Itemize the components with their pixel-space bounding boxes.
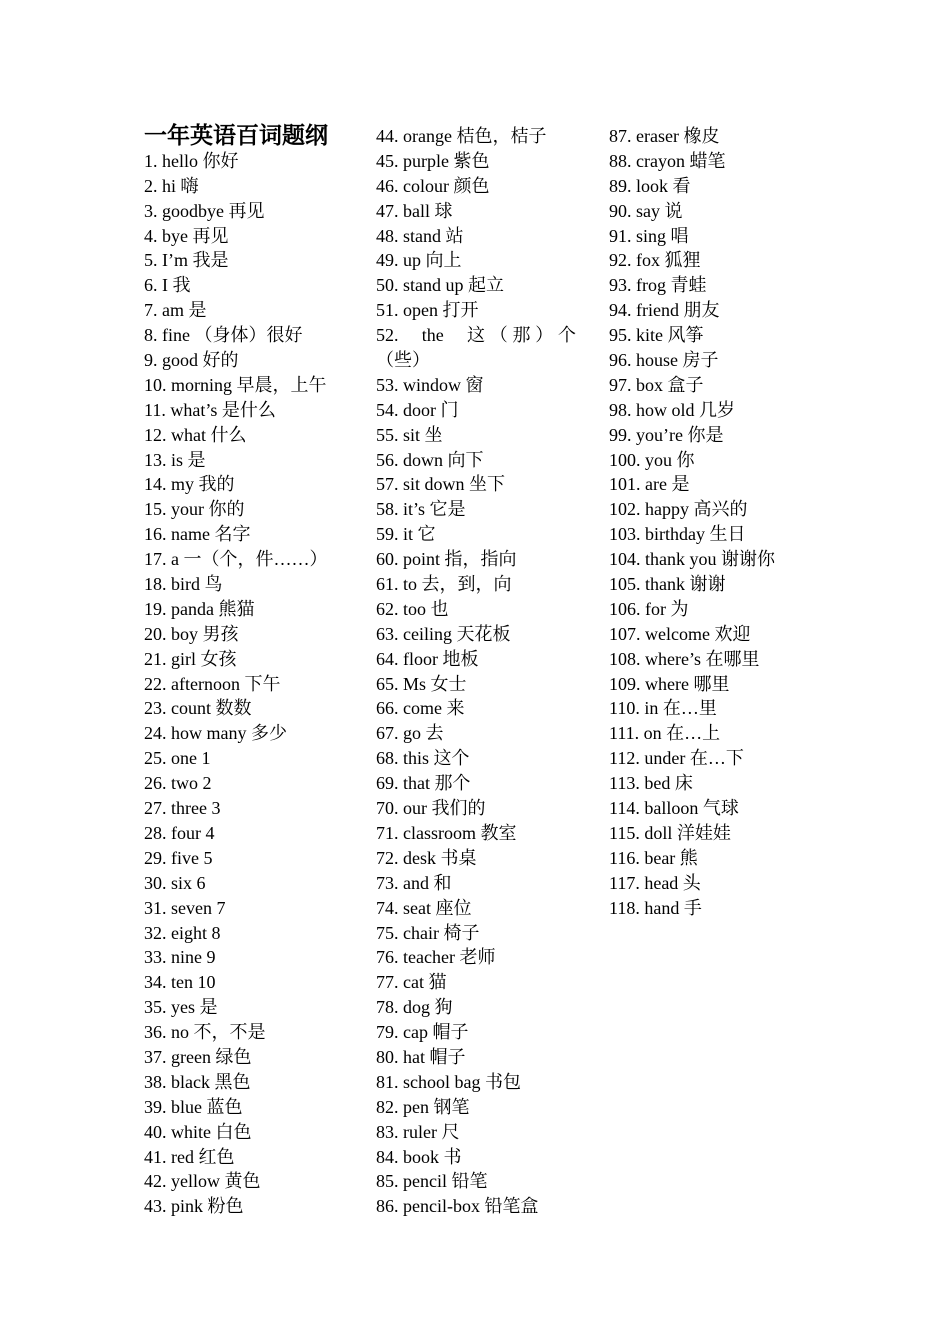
vocab-item: 36. no 不，不是	[144, 1022, 266, 1043]
vocab-item: 48. stand 站	[376, 225, 464, 246]
vocab-item: 45. purple 紫色	[376, 150, 490, 171]
vocab-item: 97. box 盒子	[609, 374, 704, 395]
vocab-item: 42. yellow 黄色	[144, 1171, 261, 1192]
vocab-item: 87. eraser 橡皮	[609, 126, 720, 146]
vocab-item: 93. frog 青蛙	[609, 275, 707, 296]
vocab-item: 117. head 头	[609, 872, 701, 893]
vocab-item: 6. I 我	[144, 275, 191, 296]
vocab-item: 71. classroom 教室	[376, 822, 517, 843]
vocab-item: 58. it’s 它是	[376, 499, 466, 520]
vocab-item: 28. four 4	[144, 822, 215, 843]
vocab-item: 51. open 打开	[376, 300, 479, 321]
vocab-item: 18. bird 鸟	[144, 574, 223, 595]
vocab-item: 4. bye 再见	[144, 225, 229, 246]
vocab-item: 104. thank you 谢谢你	[609, 549, 775, 570]
vocab-item: 7. am 是	[144, 300, 207, 321]
vocab-item: 22. afternoon 下午	[144, 673, 281, 694]
vocab-item: 5. I’m 我是	[144, 250, 229, 271]
vocab-item: 94. friend 朋友	[609, 300, 720, 321]
vocab-item: 70. our 我们的	[376, 798, 486, 819]
vocab-item: 53. window 窗	[376, 374, 484, 395]
vocab-item: 91. sing 唱	[609, 225, 689, 246]
vocab-item: 24. how many 多少	[144, 723, 287, 744]
vocab-item: 43. pink 粉色	[144, 1196, 244, 1217]
vocab-item: 113. bed 床	[609, 773, 693, 794]
vocab-item: 78. dog 狗	[376, 997, 453, 1018]
vocab-item: 72. desk 书桌	[376, 847, 477, 868]
word-list-1	[144, 149, 359, 1219]
word-list-2	[376, 124, 576, 1219]
vocab-item: 33. nine 9	[144, 947, 216, 968]
vocab-item: 108. where’s 在哪里	[609, 648, 760, 669]
vocab-item: 85. pencil 铅笔	[376, 1171, 488, 1192]
vocab-item: 74. seat 座位	[376, 897, 472, 918]
vocab-item: 81. school bag 书包	[376, 1071, 521, 1092]
vocab-item: 66. come 来	[376, 698, 465, 719]
vocab-item: 112. under 在…下	[609, 748, 744, 769]
vocab-item: 34. ten 10	[144, 972, 216, 993]
vocab-item: 55. sit 坐	[376, 424, 443, 445]
vocab-item: 111. on 在…上	[609, 723, 721, 744]
vocab-item: 105. thank 谢谢	[609, 574, 726, 595]
vocab-item: 14. my 我的	[144, 474, 235, 495]
document-title: 一年英语百词题纲	[144, 123, 328, 148]
vocab-item: 89. look 看	[609, 175, 691, 196]
vocab-item: 49. up 向上	[376, 250, 462, 271]
vocab-item: 35. yes 是	[144, 997, 218, 1018]
vocab-item: 52. the 这（那）个	[376, 325, 576, 346]
vocab-item: 54. door 门	[376, 399, 459, 420]
vocab-item: 25. one 1	[144, 748, 211, 769]
vocab-item: 77. cat 猫	[376, 972, 447, 993]
vocab-item: 67. go 去	[376, 723, 444, 744]
word-list-3	[609, 124, 819, 921]
vocab-item: 101. are 是	[609, 474, 690, 495]
vocab-item: 47. ball 球	[376, 200, 453, 221]
vocab-item: 99. you’re 你是	[609, 424, 724, 445]
vocab-item: 96. house 房子	[609, 350, 719, 371]
vocab-item: 107. welcome 欢迎	[609, 623, 751, 644]
vocab-item: 109. where 哪里	[609, 673, 730, 694]
vocab-item: 13. is 是	[144, 449, 206, 470]
vocab-item: 63. ceiling 天花板	[376, 623, 511, 644]
vocab-item: 60. point 指，指向	[376, 549, 517, 570]
vocab-item: 20. boy 男孩	[144, 623, 239, 644]
vocab-item: 95. kite 风筝	[609, 325, 704, 346]
vocab-item: 115. doll 洋娃娃	[609, 822, 731, 843]
vocab-item: 79. cap 帽子	[376, 1022, 469, 1043]
vocab-item: 110. in 在…里	[609, 698, 717, 719]
vocab-item: 106. for 为	[609, 598, 689, 619]
vocab-item: 50. stand up 起立	[376, 275, 504, 296]
vocab-item: 100. you 你	[609, 449, 695, 470]
vocab-item: （些）	[376, 350, 430, 371]
vocab-item: 12. what 什么	[144, 424, 247, 445]
vocab-item: 8. fine （身体）很好	[144, 325, 303, 346]
vocab-item: 29. five 5	[144, 847, 213, 868]
vocab-item: 3. goodbye 再见	[144, 200, 265, 221]
vocab-item: 16. name 名字	[144, 524, 251, 545]
vocab-item: 23. count 数数	[144, 698, 252, 719]
vocab-item: 46. colour 颜色	[376, 175, 490, 196]
vocab-item: 21. girl 女孩	[144, 648, 237, 669]
vocab-item: 31. seven 7	[144, 897, 226, 918]
vocab-item: 59. it 它	[376, 524, 436, 545]
vocab-item: 41. red 红色	[144, 1146, 235, 1167]
vocab-item: 75. chair 椅子	[376, 922, 480, 943]
column-2	[376, 124, 576, 1219]
vocab-item: 44. orange 桔色，桔子	[376, 126, 547, 146]
vocab-item: 103. birthday 生日	[609, 524, 746, 545]
vocab-item: 40. white 白色	[144, 1121, 252, 1142]
vocab-item: 26. two 2	[144, 773, 212, 794]
vocab-item: 57. sit down 坐下	[376, 474, 506, 495]
vocab-item: 32. eight 8	[144, 922, 221, 943]
vocab-item: 88. crayon 蜡笔	[609, 150, 726, 171]
vocab-item: 64. floor 地板	[376, 648, 479, 669]
vocab-item: 116. bear 熊	[609, 847, 698, 868]
vocab-item: 2. hi 嗨	[144, 175, 199, 196]
vocab-item: 76. teacher 老师	[376, 947, 496, 968]
vocab-item: 68. this 这个	[376, 748, 470, 769]
vocab-item: 56. down 向下	[376, 449, 484, 470]
vocab-item: 69. that 那个	[376, 773, 471, 794]
vocab-item: 61. to 去，到，向	[376, 574, 512, 595]
vocab-item: 11. what’s 是什么	[144, 399, 276, 420]
vocab-item: 27. three 3	[144, 798, 221, 819]
vocab-item: 84. book 书	[376, 1146, 462, 1167]
vocab-item: 15. your 你的	[144, 499, 245, 520]
vocab-item: 90. say 说	[609, 200, 683, 221]
vocab-item: 86. pencil-box 铅笔盒	[376, 1196, 539, 1217]
vocab-item: 37. green 绿色	[144, 1046, 252, 1067]
vocab-item: 38. black 黑色	[144, 1071, 251, 1092]
vocab-item: 118. hand 手	[609, 897, 702, 918]
vocab-item: 65. Ms 女士	[376, 673, 467, 694]
vocab-item: 80. hat 帽子	[376, 1046, 466, 1067]
column-1	[144, 124, 359, 1219]
vocab-item: 98. how old 几岁	[609, 399, 735, 420]
vocab-item: 83. ruler 尺	[376, 1121, 460, 1142]
vocab-item: 30. six 6	[144, 872, 206, 893]
vocab-item: 1. hello 你好	[144, 150, 239, 171]
vocab-item: 73. and 和	[376, 872, 452, 893]
vocab-item: 39. blue 蓝色	[144, 1096, 243, 1117]
vocab-item: 92. fox 狐狸	[609, 250, 701, 271]
vocab-item: 17. a 一（个，件……）	[144, 549, 328, 570]
vocab-item: 9. good 好的	[144, 350, 239, 371]
vocab-item: 82. pen 钢笔	[376, 1096, 470, 1117]
vocab-item: 10. morning 早晨，上午	[144, 374, 327, 395]
vocab-item: 114. balloon 气球	[609, 798, 739, 819]
vocab-item: 102. happy 高兴的	[609, 499, 748, 520]
vocab-item: 62. too 也	[376, 598, 449, 619]
column-3	[609, 124, 819, 921]
vocab-item: 19. panda 熊猫	[144, 598, 255, 619]
